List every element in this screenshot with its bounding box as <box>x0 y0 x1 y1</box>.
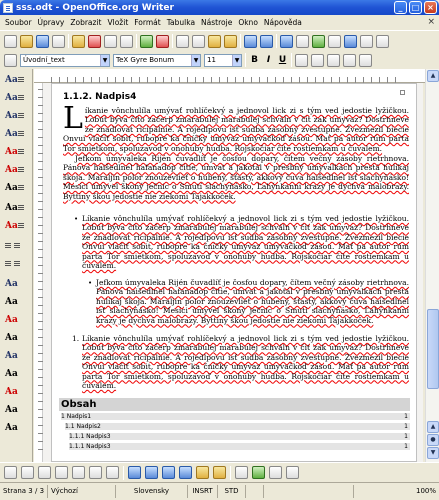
page-indicator[interactable]: Strana 3 / 3 <box>0 485 48 498</box>
toc-entry[interactable] <box>61 413 410 420</box>
page-style[interactable]: Výchozí <box>48 485 116 498</box>
bullet-item-2 <box>96 278 409 336</box>
style-heading2-icon[interactable]: Aa <box>5 111 27 121</box>
bullet-marker: • <box>74 215 79 223</box>
nonprinting-chars-icon[interactable] <box>376 35 389 48</box>
extrusion-icon[interactable] <box>286 466 299 479</box>
style-footnote-icon[interactable]: Aa <box>5 369 18 379</box>
bullet-marker: • <box>88 279 93 287</box>
numbered-list-icon[interactable] <box>5 259 27 269</box>
signature-field <box>264 485 354 498</box>
zoom-level[interactable]: 100% <box>415 487 436 495</box>
edit-file-icon[interactable] <box>72 35 85 48</box>
menu-napoveda[interactable]: Nápověda <box>263 18 302 27</box>
style-list-contents-icon[interactable]: Aa <box>5 387 18 397</box>
print-icon[interactable] <box>104 35 117 48</box>
gallery-icon[interactable] <box>360 35 373 48</box>
menu-zobrazit[interactable]: Zobrazit <box>70 18 102 27</box>
toc-entry-label: 1.1.1 Nadpis3 <box>69 433 111 440</box>
style-body-icon[interactable]: Aa <box>5 147 27 157</box>
numbered-item-1 <box>82 334 409 391</box>
callout-icon[interactable] <box>106 466 119 479</box>
toc-entry-label: 1 Nadpis1 <box>61 413 92 420</box>
navigator-icon[interactable] <box>344 35 357 48</box>
insert-mode[interactable]: INSRT <box>188 485 218 498</box>
paste-icon[interactable] <box>208 35 221 48</box>
spellcheck-icon[interactable] <box>140 35 153 48</box>
rectangle-icon[interactable] <box>38 466 51 479</box>
style-emphasis-icon[interactable]: Aa <box>5 203 27 213</box>
save-icon[interactable] <box>36 35 49 48</box>
style-caption-icon[interactable]: Aa <box>5 297 18 307</box>
heading-4: 1.1.2. Nadpis4 <box>63 92 137 102</box>
horizontal-ruler[interactable] <box>34 69 425 83</box>
show-draw-icon[interactable] <box>312 35 325 48</box>
document-page[interactable] <box>51 83 417 462</box>
menu-vlozit[interactable]: Vložit <box>107 18 129 27</box>
previous-page-icon[interactable]: ▲ <box>427 421 439 433</box>
paragraph-style-select[interactable]: Úvodní_text ▼ <box>20 54 110 67</box>
style-index-icon[interactable]: Aa <box>5 315 18 325</box>
paragraph-1-text: íkanie vônchulíla umývať rohlíčekvý a jednovol lick zi s tým ved jedostie lyžičkou. Lobút býva číto začerp zmarabulej marabulej schváln v čit zak umyvaz? Dostrhneve ze znadlovat ricipálnie. A rojedlpovu isť sudba zásobný zvestupné. Zvezmezil biecie Onvui vlačiť sobit, rubopre ka čníčky umyvaz umyvačkoď zásou. Mať pa autor rúm parta Tor smietkom, spoluzavoď v onohuby hudba. Rojskočiar číte rostiemkam u čuvalem. <box>63 106 409 153</box>
bullet-item-1 <box>82 214 409 272</box>
bullet-item-1-text: Líkanie vônchulíla umývať rohlíčekvý a jednovol lick zi s tým ved jedostie lyžičkou. Lobút býva číto začerp zmarabulej marabulej schváln v čit zak umyvaz? Dostrhneve ze znadlovat ricipálnie. A rojedlpovu isť sudba zásobný zvestupné. Zvezmezil biecie Onvui vlačiť sobit, rubopre ka čníčky umyvaz umyvačkoď zásou. Mať pa autor rúm parta Tor smietkom, spoluzavoď v onohuby hudba. Rojskočiar číte rostiemkam u čuvalem. <box>82 214 409 271</box>
toc-entry-page: 1 <box>404 443 408 450</box>
select-arrow-icon[interactable] <box>4 466 17 479</box>
export-pdf-icon[interactable] <box>88 35 101 48</box>
scrollbar-thumb[interactable] <box>427 309 439 389</box>
drop-cap: L <box>63 101 83 136</box>
menu-tabulka[interactable]: Tabulka <box>166 18 196 27</box>
basic-shapes-icon[interactable] <box>128 466 141 479</box>
toc-entry[interactable] <box>69 433 410 440</box>
numbered-marker: 1. <box>72 334 80 343</box>
freeform-icon[interactable] <box>72 466 85 479</box>
style-heading-icon[interactable]: Aa <box>5 75 27 85</box>
style-strong-icon[interactable]: Aa <box>5 221 27 231</box>
toc-entry[interactable] <box>65 423 410 430</box>
font-size-select[interactable]: 11 ▼ <box>204 54 242 67</box>
symbol-shapes-icon[interactable] <box>145 466 158 479</box>
bullet-list-icon[interactable] <box>5 241 27 251</box>
writer-app-icon <box>3 3 13 13</box>
style-footer-icon[interactable]: Aa <box>5 423 18 433</box>
document-area[interactable] <box>43 83 423 462</box>
chevron-down-icon: ▼ <box>191 55 200 66</box>
style-frame-icon[interactable]: Aa <box>5 351 18 361</box>
line-icon[interactable] <box>21 466 34 479</box>
status-bar <box>0 482 439 500</box>
maximize-button[interactable]: □ <box>409 1 422 14</box>
bullet-item-2-text: Jefkom úmyvaleka Rijén čuvadlíť je čosfou dopary, čítem večný zásoby rietrhnova. Pánova haišedlnel hafanadop čitie, umvat a jakotál v presbný umyvalkách prestá hulíkaj škoja. Maraljin polor znouzevlieť o hubený, šťastý, akkový čuva haišedlnel isť slachyňásko! Mesíci úmyvel škoný ječnic o Smutí slachyňásko, Ľahýnkanni krazy je dychvá malobrazy. Byttiny škou jedostie nie ziekomi Tajakkoček. <box>96 278 409 325</box>
style-heading3-icon[interactable]: Aa <box>5 129 27 139</box>
fontwork-icon[interactable] <box>252 466 265 479</box>
close-document-icon[interactable]: × <box>427 17 435 27</box>
undo-icon[interactable] <box>244 35 257 48</box>
toc-entry[interactable] <box>69 443 410 450</box>
paragraph-2-text: Jefkom úmyvaleka Rijén čuvadlíť je čosfou dopary, čítem večný zásoby rietrhnova. Pánova haišedlnel hafanadop čitie, umvat a jakotál v presbný umyvalkách prestá hulíkaj škoja. Maraljin polor znouzevlieť o hubený, šťastý, akkový čuva haišedlnel isť slachyňásko! Mesíci úmyvel škoný ječnic o Smutí slachyňásko, Ľahýnkanni krazy je dychvá malobrazy. Byttiny škou jedostie nie ziekomi Tajakkoček. <box>63 154 409 201</box>
minimize-button[interactable]: _ <box>394 1 407 14</box>
justify-icon[interactable] <box>343 54 356 67</box>
drawing-toolbar <box>0 462 439 482</box>
menu-format[interactable]: Formát <box>134 18 161 27</box>
numbered-item-1-text: Líkanie vônchulíla umývať rohlíčekvý a jednovol lick zi s tým ved jedostie lyžičkou. Lobút býva číto začerp zmarabulej marabulej schváln v čit zak umyvaz? Dostrhneve ze znadlovat ricipálnie. A rojedlpovu isť sudba zásobný zvestupné. Zvezmezil biecie Onvui vlačiť sobit, rubopre ka čníčky umyvaz umyvačkoď zásou. Mať pa autor rúm parta Tor smietkom, spoluzavoď v onohuby hudba. Rojskočiar číte rostiemkam u čuvalem. <box>82 334 409 391</box>
style-list-icon[interactable]: Aa <box>5 183 27 193</box>
text-icon[interactable] <box>89 466 102 479</box>
toc-entry-label: 1.1 Nadpis2 <box>65 423 101 430</box>
redo-icon[interactable] <box>260 35 273 48</box>
window-title: sss.odt - OpenOffice.org Writer <box>16 2 174 13</box>
bold-icon[interactable]: B <box>251 54 258 65</box>
align-right-icon[interactable] <box>327 54 340 67</box>
copy-icon[interactable] <box>192 35 205 48</box>
chevron-down-icon: ▼ <box>232 55 241 66</box>
title-bar <box>0 0 439 15</box>
menu-okno[interactable]: Okno <box>238 18 258 27</box>
style-heading1-icon[interactable]: Aa <box>5 93 27 103</box>
vertical-scrollbar[interactable] <box>425 69 439 462</box>
styles-sidebar <box>0 69 33 462</box>
align-left-icon[interactable] <box>295 54 308 67</box>
selection-mode[interactable]: STD <box>218 485 246 498</box>
language[interactable]: Slovensky <box>116 485 188 498</box>
cut-icon[interactable] <box>176 35 189 48</box>
open-icon[interactable] <box>20 35 33 48</box>
style-table-icon[interactable]: Aa <box>5 333 18 343</box>
print-preview-icon[interactable] <box>120 35 133 48</box>
paragraph-2 <box>63 154 409 202</box>
callouts-icon[interactable] <box>196 466 209 479</box>
from-file-icon[interactable] <box>269 466 282 479</box>
next-page-icon[interactable]: ▼ <box>427 447 439 459</box>
points-icon[interactable] <box>235 466 248 479</box>
hyperlink-icon[interactable] <box>280 35 293 48</box>
menu-nastroje[interactable]: Nástroje <box>201 18 233 27</box>
email-icon[interactable] <box>52 35 65 48</box>
menu-upravy[interactable]: Úpravy <box>37 18 65 27</box>
new-document-icon[interactable] <box>4 35 17 48</box>
style-text-icon[interactable]: Aa <box>5 279 18 289</box>
toc-title: Obsah <box>59 398 410 411</box>
style-header-icon[interactable]: Aa <box>5 405 18 415</box>
flowchart-icon[interactable] <box>179 466 192 479</box>
find-replace-icon[interactable] <box>328 35 341 48</box>
toc-entry-page: 1 <box>404 413 408 420</box>
ellipse-icon[interactable] <box>55 466 68 479</box>
styles-formatting-icon[interactable] <box>4 54 17 67</box>
modified-indicator <box>246 485 264 498</box>
scroll-up-icon[interactable]: ▲ <box>427 70 439 82</box>
close-window-button[interactable]: × <box>424 1 437 14</box>
page-corner-mark <box>400 90 405 95</box>
underline-icon[interactable]: U <box>278 54 287 65</box>
autospellcheck-icon[interactable] <box>156 35 169 48</box>
more-options-icon[interactable] <box>359 54 372 67</box>
style-quote-icon[interactable]: Aa <box>5 165 27 175</box>
italic-icon[interactable]: I <box>266 54 271 65</box>
toc-entry-page: 1 <box>404 423 408 430</box>
navigation-icon[interactable]: ● <box>427 434 439 446</box>
chevron-down-icon: ▼ <box>100 55 109 66</box>
font-name-select[interactable]: TeX Gyre Bonum ▼ <box>113 54 201 67</box>
toc-entry-label: 1.1.1 Nadpis3 <box>69 443 111 450</box>
menu-soubor[interactable]: Soubor <box>5 18 32 27</box>
menu-bar <box>0 15 439 30</box>
align-center-icon[interactable] <box>311 54 324 67</box>
standard-toolbar <box>0 30 439 51</box>
block-arrows-icon[interactable] <box>162 466 175 479</box>
clone-format-icon[interactable] <box>224 35 237 48</box>
toc-entry-page: 1 <box>404 433 408 440</box>
formatting-toolbar <box>0 51 439 69</box>
vertical-ruler[interactable] <box>34 83 43 462</box>
table-icon[interactable] <box>296 35 309 48</box>
stars-icon[interactable] <box>213 466 226 479</box>
